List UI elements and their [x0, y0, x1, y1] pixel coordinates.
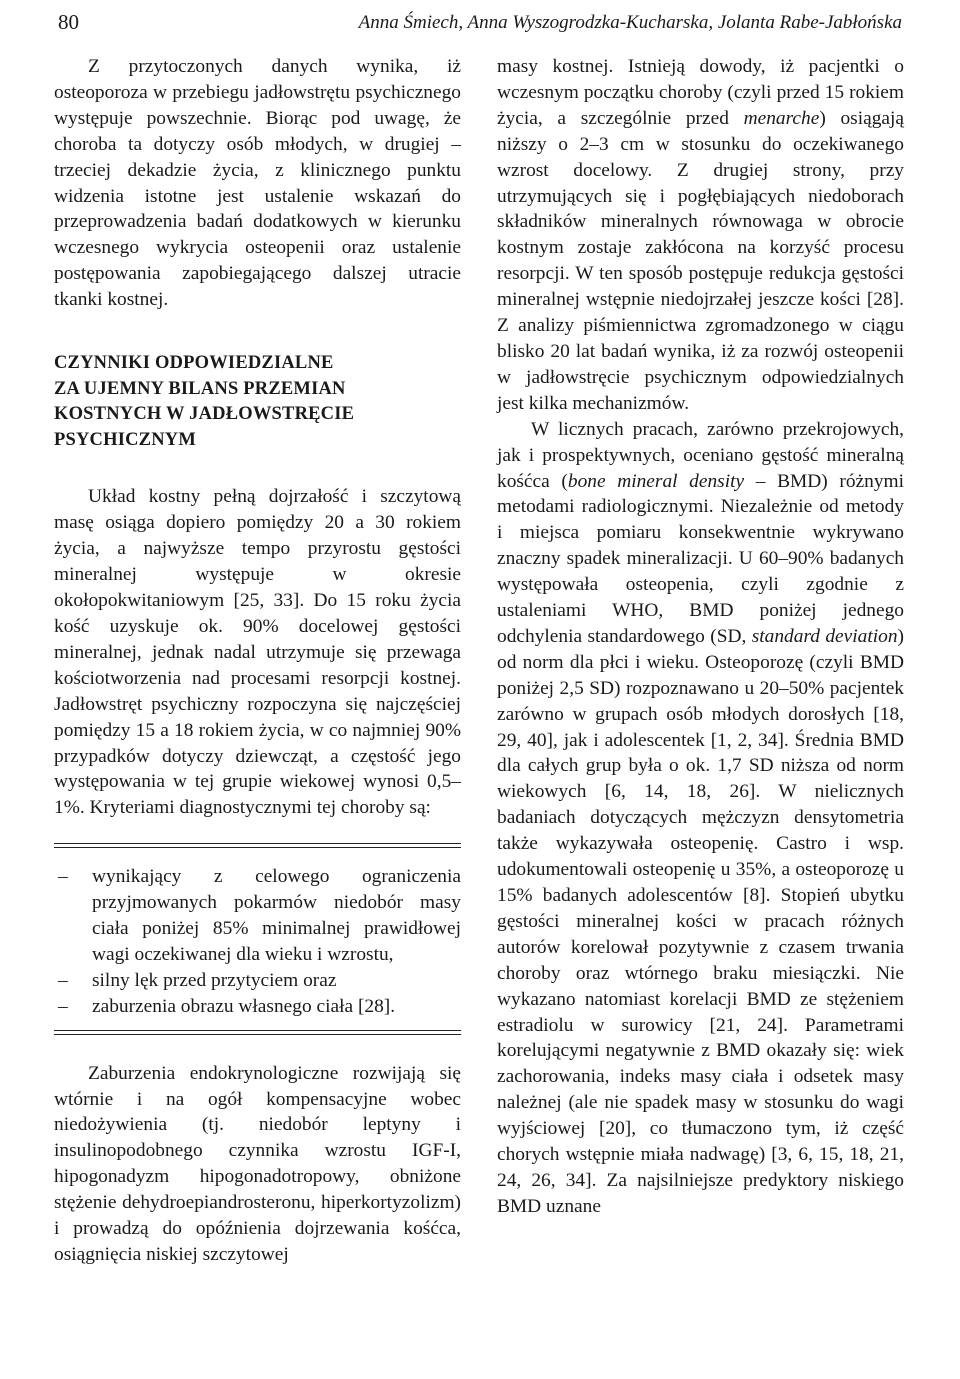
bmd-studies-paragraph — [497, 417, 904, 1220]
criteria-item: – silny lęk przed przytyciem oraz — [54, 968, 461, 994]
bmd-text-c: ) od norm dla płci i wieku. Osteoporozę (czyli BMD poniżej 2,5 SD) rozpoznawano u 20–50% pacjentek zarówno w grupach osób młodych dorosłych [18, 29, 40], jak i adolescentek [1, 2, 34]. Średnia BMD dla całych grup była o ok. 1,7 SD niższa od norm wiekowych [6, 14, 18, 26]. W nielicznych badaniach dotyczących mężczyzn densytometria także wykazywała osteopenię. Castro i wsp. udokumentowali osteopenię u 35%, a osteoporozę u 15% badanych adolescentów [8]. Stopień ubytku gęstości mineralnej kości w pracach różnych autorów korelował pozytywnie z czasem trwania choroby oraz wtórnego braku miesiączki. Nie wykazano natomiast korelacji BMD ze stężeniem estradiolu w surowicy [21, 24]. Parametrami korelującymi negatywnie z BMD okazały się: wiek zachorowania, indeks masy ciała i odsetek masy należnej (ale nie spadek masy w stosunku do wagi wyjściowej [20], co tłumaczono tym, iż część chorych wstępnie miała nadwagę) [3, 6, 15, 18, 21, 24, 26, 34]. Za najsilniejsze predyktory niskiego BMD uznane — [497, 625, 904, 1217]
criteria-top-rule — [54, 843, 461, 848]
continued-paragraph — [497, 54, 904, 417]
criteria-item: – zaburzenia obrazu własnego ciała [28]. — [54, 994, 461, 1020]
running-header-authors: Anna Śmiech, Anna Wyszogrodzka-Kucharska, Jolanta Rabe-Jabłońska — [358, 12, 902, 33]
bmd-text-a: W licznych pracach, zarówno przekrojowych, jak i prospektywnych, oceniano gęstość mineralną kośćca ( — [497, 418, 904, 492]
diagnostic-criteria-box — [54, 843, 461, 1034]
bone-development-paragraph: Układ kostny pełną dojrzałość i szczytową masę osiąga dopiero pomiędzy 20 a 30 rokiem życia, a najwyższe tempo przyrostu gęstości mineralnej występuje w okresie okołopokwitaniowym [25, 33]. Do 15 roku życia kość uzyskuje ok. 90% docelowej gęstości mineralnej, jednak nadal utrzymuje się przewaga kościotworzenia nad procesami resorpcji kostnej. Jadłowstręt psychiczny rozpoczyna się najczęściej pomiędzy 15 a 18 rokiem życia, w co najmniej 90% przypadków dotyczy dziewcząt, a częstość jego występowania w tej grupie wiekowej wynosi 0,5–1%. Kryteriami diagnostycznymi tej choroby są: — [54, 486, 461, 819]
section-heading-line-2: ZA UJEMNY BILANS PRZEMIAN — [54, 378, 346, 399]
continued-text-a: masy kostnej. Istnieją dowody, iż pacjentki o wczesnym początku choroby (czyli przed 15 rokiem życia, a szczególnie przed — [497, 56, 904, 129]
left-column — [54, 54, 461, 1268]
endocrine-paragraph: Zaburzenia endokrynologiczne rozwijają się wtórnie i na ogół kompensacyjne wobec niedożywienia (tj. niedobór leptyny i insulinopodobnego czynnika wzrostu IGF-I, hipogonadyzm hipogonadotropowy, obniżone stężenie dehydroepiandrosteronu, hiperkortyzolizm) i prowadzą do opóźnienia dojrzewania kośćca, osiągnięcia niskiej szczytowej — [54, 1062, 461, 1265]
section-heading — [54, 351, 461, 453]
section-heading-line-3: KOSTNYCH W JADŁOWSTRĘCIE — [54, 404, 355, 425]
criteria-item: – wynikający z celowego ograniczenia przyjmowanych pokarmów niedobór masy ciała poniżej 85% minimalnej prawidłowej wagi oczekiwanej dla wieku i wzrostu, — [54, 864, 461, 968]
page-number: 80 — [58, 10, 79, 34]
bmd-text-b: – BMD) różnymi metodami radiologicznymi. Niezależnie od metody i miejsca pomiaru konsekwentnie wykrywano znaczny spadek mineralizacji. U 60–90% badanych występowała osteopenia, czyli zgodnie z ustaleniami WHO, BMD poniżej jednego odchylenia standardowego (SD, — [497, 470, 905, 647]
section-heading-line-4: PSYCHICZNYM — [54, 429, 196, 450]
right-column — [497, 54, 904, 1220]
section-heading-line-1: CZYNNIKI ODPOWIEDZIALNE — [54, 353, 334, 374]
term-standard-deviation: standard deviation — [751, 625, 898, 647]
term-menarche: menarche — [743, 107, 820, 129]
running-header — [58, 10, 902, 40]
diagnostic-criteria-list — [54, 864, 461, 1019]
term-bone-mineral-density: bone mineral density — [567, 470, 745, 492]
criteria-bottom-rule — [54, 1030, 461, 1035]
intro-paragraph: Z przytoczonych danych wynika, iż osteoporoza w przebiegu jadłowstrętu psychicznego występuje powszechnie. Biorąc pod uwagę, że choroba ta dotyczy osób młodych, w drugiej – trzeciej dekadzie życia, z klinicznego punktu widzenia istotne jest ustalenie wskazań do przeprowadzenia badań dodatkowych w kierunku wczesnego wykrycia osteopenii oraz ustalenie postępowania zapobiegającego dalszej utracie tkanki kostnej. — [54, 56, 461, 311]
continued-text-b: ) osiągają niższy o 2–3 cm w stosunku do oczekiwanego wzrost docelowy. Z drugiej strony, przy utrzymujących się i pogłębiających niedoborach składników mineralnych równowaga w obrocie kostnym zostaje zakłócona na korzyść procesu resorpcji. W ten sposób postępuje redukcja gęstości mineralnej wstępnie niedojrzałej jeszcze kości [28]. Z analizy piśmiennictwa zgromadzonego w ciągu blisko 20 lat badań wynika, iż za rozwój osteopenii w jadłowstręcie psychicznym odpowiedzialnych jest kilka mechanizmów. — [497, 107, 904, 414]
